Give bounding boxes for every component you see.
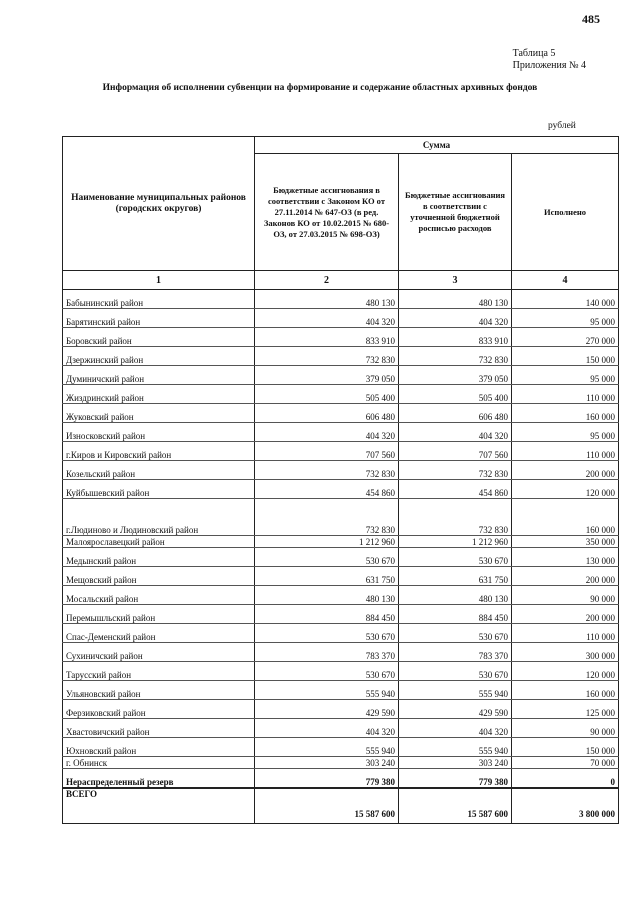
budget-schedule-cell: 404 320 [399, 423, 512, 442]
total-label: ВСЕГО [63, 788, 255, 824]
budget-schedule-cell: 530 670 [399, 662, 512, 681]
law-allocation-cell: 530 670 [255, 624, 399, 643]
table-row [63, 643, 619, 662]
law-allocation-cell: 379 050 [255, 366, 399, 385]
budget-schedule-cell: 480 130 [399, 290, 512, 309]
budget-schedule-cell: 379 050 [399, 366, 512, 385]
table-row [63, 423, 619, 442]
document-title: Информация об исполнении субвенции на формирование и содержание областных архивных фондов [102, 83, 538, 93]
budget-schedule-cell: 303 240 [399, 757, 512, 769]
executed-cell: 120 000 [512, 480, 619, 499]
executed-cell: 95 000 [512, 423, 619, 442]
law-allocation-cell: 404 320 [255, 719, 399, 738]
law-allocation-cell: 732 830 [255, 347, 399, 366]
appendix-reference [513, 48, 586, 72]
column-number: 3 [399, 271, 512, 290]
budget-schedule-cell: 779 380 [399, 769, 512, 789]
table-row [63, 290, 619, 309]
executed-cell: 160 000 [512, 499, 619, 536]
executed-cell: 90 000 [512, 719, 619, 738]
executed-cell: 150 000 [512, 738, 619, 757]
district-name-cell: Мосальский район [63, 586, 255, 605]
table-row [63, 548, 619, 567]
budget-schedule-cell: 404 320 [399, 719, 512, 738]
district-name-cell: Козельский район [63, 461, 255, 480]
page-number: 485 [582, 12, 600, 26]
budget-schedule-cell: 555 940 [399, 681, 512, 700]
column-number: 4 [512, 271, 619, 290]
table-row [63, 385, 619, 404]
budget-schedule-cell: 530 670 [399, 624, 512, 643]
budget-schedule-cell: 783 370 [399, 643, 512, 662]
column-number: 2 [255, 271, 399, 290]
executed-cell: 270 000 [512, 328, 619, 347]
budget-schedule-cell: 884 450 [399, 605, 512, 624]
total-law-allocations: 15 587 600 [255, 788, 399, 824]
law-allocation-cell: 555 940 [255, 681, 399, 700]
district-name-cell: Мещовский район [63, 567, 255, 586]
district-name-cell: Думиничский район [63, 366, 255, 385]
header-executed: Исполнено [512, 154, 619, 271]
law-allocation-cell: 779 380 [255, 769, 399, 789]
subvention-table [62, 136, 619, 824]
law-allocation-cell: 404 320 [255, 309, 399, 328]
executed-cell: 70 000 [512, 757, 619, 769]
district-name-cell: г.Людиново и Людиновский район [63, 499, 255, 536]
district-name-cell: Жиздринский район [63, 385, 255, 404]
table-row [63, 624, 619, 643]
district-name-cell: Сухиничский район [63, 643, 255, 662]
budget-schedule-cell: 454 860 [399, 480, 512, 499]
header-budget-schedule: Бюджетные ассигнования в соответствии с уточненной бюджетной росписью расходов [399, 154, 512, 271]
district-name-cell: Боровский район [63, 328, 255, 347]
table-row [63, 461, 619, 480]
law-allocation-cell: 303 240 [255, 757, 399, 769]
table-row [63, 738, 619, 757]
budget-schedule-cell: 480 130 [399, 586, 512, 605]
column-number-row [63, 271, 619, 290]
district-name-cell: Спас-Деменский район [63, 624, 255, 643]
table-row [63, 719, 619, 738]
law-allocation-cell: 404 320 [255, 423, 399, 442]
table-row [63, 328, 619, 347]
executed-cell: 150 000 [512, 347, 619, 366]
total-row [63, 788, 619, 824]
appendix-number: Приложения № 4 [512, 60, 586, 71]
law-allocation-cell: 530 670 [255, 548, 399, 567]
district-name-cell: Перемышльский район [63, 605, 255, 624]
district-name-cell: Медынский район [63, 548, 255, 567]
table-row [63, 757, 619, 769]
district-name-cell: Барятинский район [63, 309, 255, 328]
executed-cell: 90 000 [512, 586, 619, 605]
law-allocation-cell: 480 130 [255, 586, 399, 605]
district-name-cell: Тарусский район [63, 662, 255, 681]
executed-cell: 200 000 [512, 461, 619, 480]
executed-cell: 200 000 [512, 605, 619, 624]
budget-schedule-cell: 555 940 [399, 738, 512, 757]
table-row [63, 700, 619, 719]
district-name-cell: Бабынинский район [63, 290, 255, 309]
budget-schedule-cell: 833 910 [399, 328, 512, 347]
executed-cell: 110 000 [512, 385, 619, 404]
district-name-cell: Нераспределенный резерв [63, 769, 255, 789]
budget-schedule-cell: 1 212 960 [399, 536, 512, 548]
table-row [63, 567, 619, 586]
district-name-cell: Юхновский район [63, 738, 255, 757]
law-allocation-cell: 505 400 [255, 385, 399, 404]
law-allocation-cell: 884 450 [255, 605, 399, 624]
column-number: 1 [63, 271, 255, 290]
header-law-allocations: Бюджетные ассигнования в соответствии с Законом КО от 27.11.2014 № 647-ОЗ (в ред. Законов КО от 10.02.2015 № 680-ОЗ, от 27.03.2015 № 698-ОЗ) [255, 154, 399, 271]
district-name-cell: Износковский район [63, 423, 255, 442]
total-budget-schedule: 15 587 600 [399, 788, 512, 824]
budget-schedule-cell: 429 590 [399, 700, 512, 719]
district-name-cell: г. Обнинск [63, 757, 255, 769]
law-allocation-cell: 732 830 [255, 461, 399, 480]
district-name-cell: Ферзиковский район [63, 700, 255, 719]
district-name-cell: Жуковский район [63, 404, 255, 423]
budget-schedule-cell: 505 400 [399, 385, 512, 404]
law-allocation-cell: 1 212 960 [255, 536, 399, 548]
law-allocation-cell: 707 560 [255, 442, 399, 461]
district-name-cell: Малоярославецкий район [63, 536, 255, 548]
district-name-cell: г.Киров и Кировский район [63, 442, 255, 461]
budget-schedule-cell: 530 670 [399, 548, 512, 567]
law-allocation-cell: 454 860 [255, 480, 399, 499]
district-name-cell: Дзержинский район [63, 347, 255, 366]
executed-cell: 95 000 [512, 309, 619, 328]
law-allocation-cell: 631 750 [255, 567, 399, 586]
executed-cell: 0 [512, 769, 619, 789]
executed-cell: 120 000 [512, 662, 619, 681]
executed-cell: 95 000 [512, 366, 619, 385]
table-row [63, 404, 619, 423]
budget-schedule-cell: 707 560 [399, 442, 512, 461]
table-body [63, 290, 619, 789]
district-name-cell: Куйбышевский район [63, 480, 255, 499]
budget-schedule-cell: 631 750 [399, 567, 512, 586]
table-row [63, 442, 619, 461]
budget-schedule-cell: 606 480 [399, 404, 512, 423]
law-allocation-cell: 606 480 [255, 404, 399, 423]
table-row [63, 536, 619, 548]
executed-cell: 110 000 [512, 624, 619, 643]
table-row [63, 480, 619, 499]
law-allocation-cell: 429 590 [255, 700, 399, 719]
table-row [63, 586, 619, 605]
reserve-row [63, 769, 619, 789]
district-name-cell: Хвастовичский район [63, 719, 255, 738]
law-allocation-cell: 555 940 [255, 738, 399, 757]
budget-schedule-cell: 732 830 [399, 499, 512, 536]
executed-cell: 110 000 [512, 442, 619, 461]
executed-cell: 350 000 [512, 536, 619, 548]
law-allocation-cell: 530 670 [255, 662, 399, 681]
table-row [63, 347, 619, 366]
law-allocation-cell: 480 130 [255, 290, 399, 309]
executed-cell: 130 000 [512, 548, 619, 567]
table-row [63, 366, 619, 385]
table-number: Таблица 5 [512, 48, 556, 59]
district-name-cell: Ульяновский район [63, 681, 255, 700]
budget-schedule-cell: 732 830 [399, 347, 512, 366]
law-allocation-cell: 783 370 [255, 643, 399, 662]
table-row [63, 662, 619, 681]
header-district-name: Наименование муниципальных районов (городских округов) [63, 137, 255, 271]
table-row [63, 605, 619, 624]
law-allocation-cell: 833 910 [255, 328, 399, 347]
table-row [63, 681, 619, 700]
budget-schedule-cell: 732 830 [399, 461, 512, 480]
header-sum-group: Сумма [255, 137, 619, 154]
law-allocation-cell: 732 830 [255, 499, 399, 536]
budget-schedule-cell: 404 320 [399, 309, 512, 328]
executed-cell: 160 000 [512, 681, 619, 700]
executed-cell: 125 000 [512, 700, 619, 719]
executed-cell: 200 000 [512, 567, 619, 586]
total-executed: 3 800 000 [512, 788, 619, 824]
executed-cell: 300 000 [512, 643, 619, 662]
table-row [63, 309, 619, 328]
units-label: рублей [548, 121, 576, 131]
executed-cell: 160 000 [512, 404, 619, 423]
executed-cell: 140 000 [512, 290, 619, 309]
table-row [63, 499, 619, 536]
